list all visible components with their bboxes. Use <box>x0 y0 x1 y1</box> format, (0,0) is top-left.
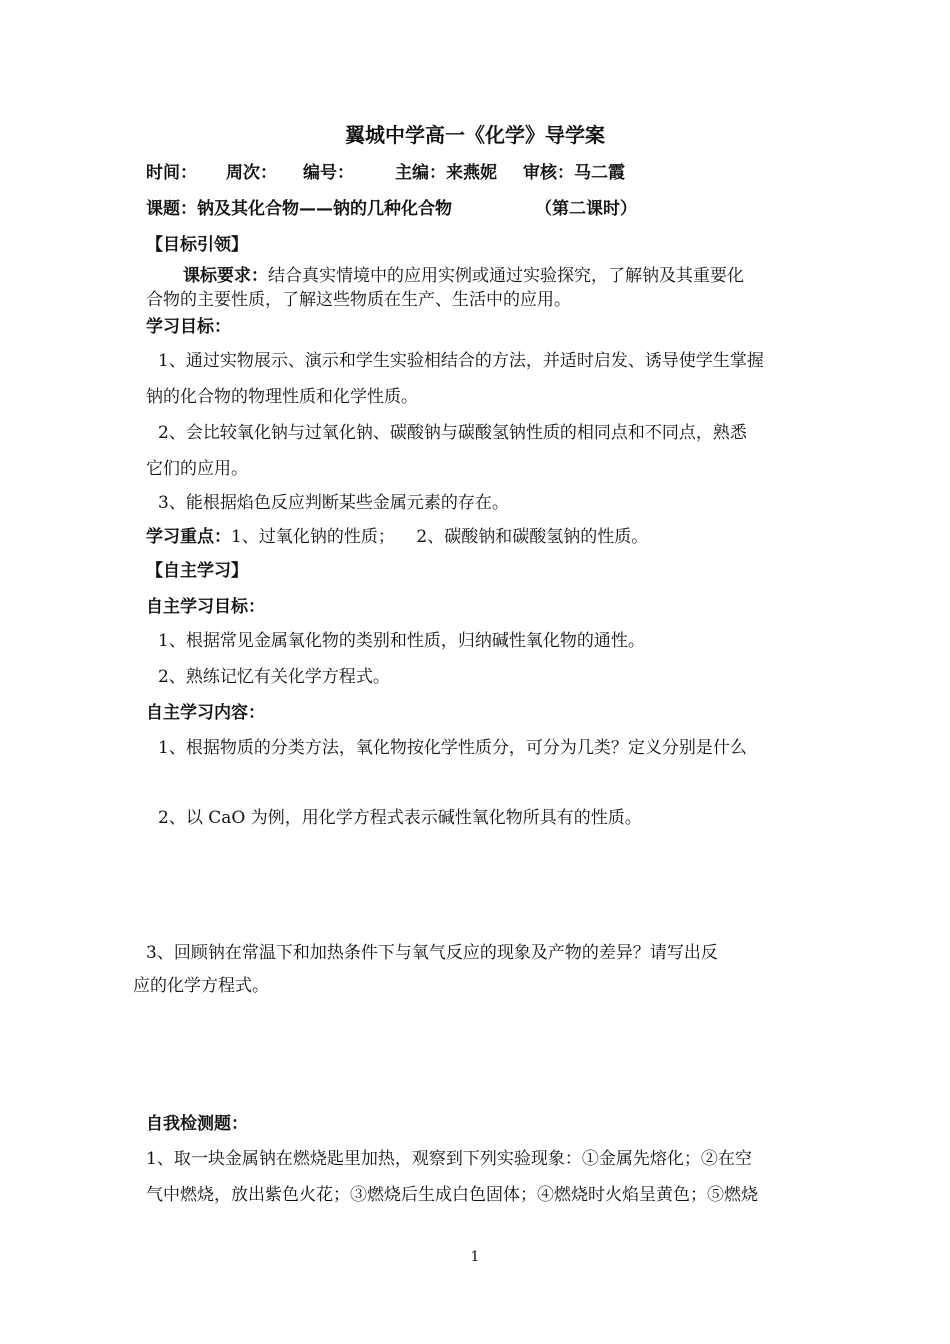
self-study-goal-1: 1、根据常见金属氧化物的类别和性质，归纳碱性氧化物的通性。 <box>158 631 645 651</box>
goal-3: 3、能根据焰色反应判断某些金属元素的存在。 <box>158 493 509 513</box>
goal-2-line1: 2、会比较氧化钠与过氧化钠、碳酸钠与碳酸氢钠性质的相同点和不同点，熟悉 <box>158 423 747 443</box>
key-points-text: 1、过氧化钠的性质； 2、碳酸钠和碳酸氢钠的性质。 <box>231 527 649 547</box>
meta-number: 编号： <box>303 163 354 183</box>
document-title: 翼城中学高一《化学》导学案 <box>345 123 605 147</box>
meta-week: 周次： <box>226 163 277 183</box>
question-3-line1: 3、回顾钠在常温下和加热条件下与氧气反应的现象及产物的差异？请写出反 <box>146 943 718 963</box>
standard-text: 结合真实情境中的应用实例或通过实验探究，了解钠及其重要化 <box>268 266 744 286</box>
lesson-period: （第二课时） <box>535 199 637 219</box>
self-check-1-line1: 1、取一块金属钠在燃烧匙里加热，观察到下列实验现象：①金属先熔化；②在空 <box>146 1149 752 1169</box>
standard-requirement <box>183 263 744 289</box>
section-heading-self-study: 【自主学习】 <box>146 561 248 581</box>
key-points <box>146 524 648 550</box>
section-heading-goals: 【目标引领】 <box>146 235 248 255</box>
lesson-topic: 课题：钠及其化合物——钠的几种化合物 <box>146 199 452 219</box>
question-3-line2: 应的化学方程式。 <box>133 976 269 996</box>
goal-2-line2: 它们的应用。 <box>146 459 248 479</box>
self-study-goal-2: 2、熟练记忆有关化学方程式。 <box>158 667 390 687</box>
self-study-content-label: 自主学习内容： <box>146 703 265 723</box>
self-check-1-line2: 气中燃烧，放出紫色火花；③燃烧后生成白色固体；④燃烧时火焰呈黄色；⑤燃烧 <box>146 1185 758 1205</box>
question-1: 1、根据物质的分类方法，氧化物按化学性质分，可分为几类？定义分别是什么 <box>158 738 747 758</box>
meta-reviewer: 审核：马二霞 <box>523 163 625 183</box>
standard-label: 课标要求： <box>183 266 268 286</box>
standard-text-line2: 合物的主要性质，了解这些物质在生产、生活中的应用。 <box>146 290 571 310</box>
key-points-label: 学习重点： <box>146 527 231 547</box>
goal-1-line1: 1、通过实物展示、演示和学生实验相结合的方法，并适时启发、诱导使学生掌握 <box>158 351 764 371</box>
self-check-label: 自我检测题： <box>146 1114 248 1134</box>
self-study-goals-label: 自主学习目标： <box>146 597 265 617</box>
meta-time: 时间： <box>146 163 197 183</box>
goal-1-line2: 钠的化合物的物理性质和化学性质。 <box>146 387 418 407</box>
question-2: 2、以 CaO 为例，用化学方程式表示碱性氧化物所具有的性质。 <box>158 808 642 828</box>
page-number: 1 <box>470 1249 480 1265</box>
learning-goals-label: 学习目标： <box>146 317 231 337</box>
meta-editor: 主编：来燕妮 <box>395 163 497 183</box>
